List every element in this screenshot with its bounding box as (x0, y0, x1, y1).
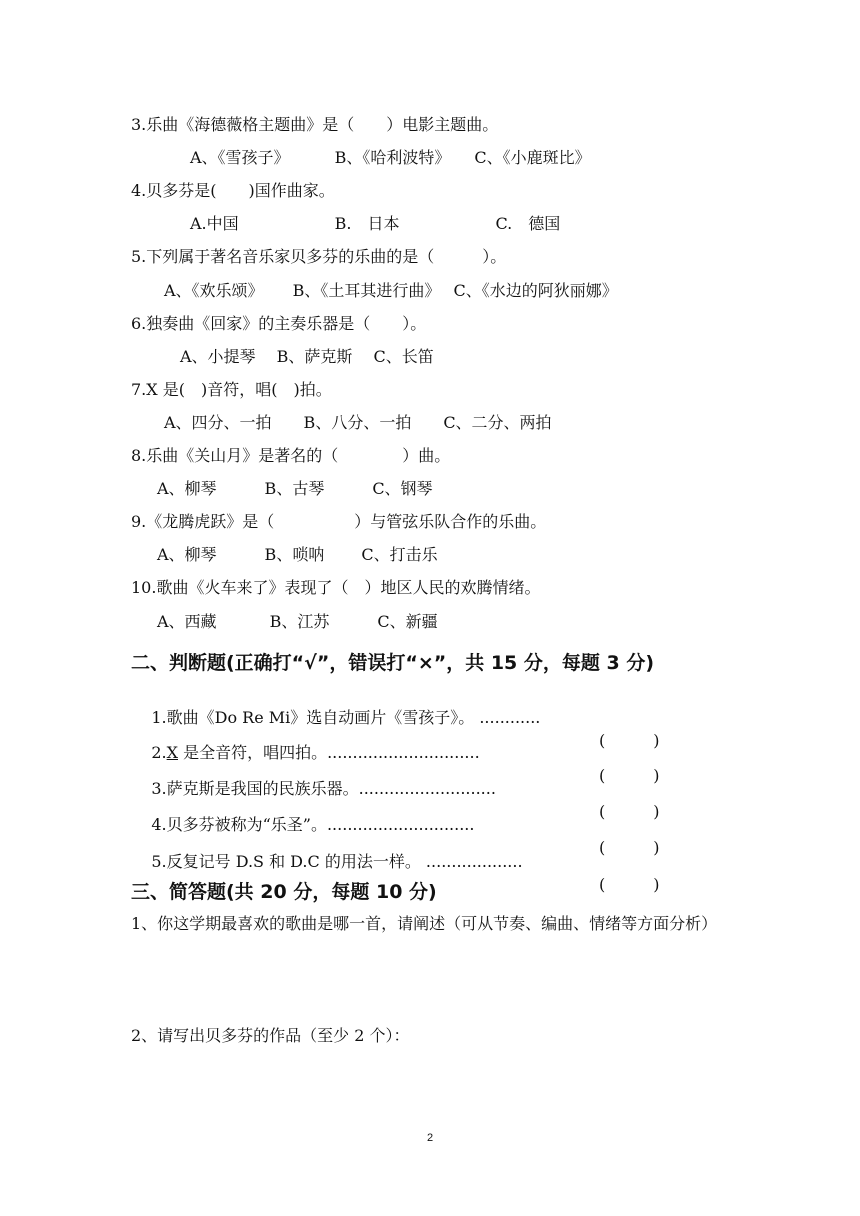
question-4: 4.贝多芬是( )国作曲家。 (131, 181, 335, 200)
question-9-options: A、柳琴 B、唢呐 C、打击乐 (157, 545, 438, 564)
question-9: 9.《龙腾虎跃》是（ ）与管弦乐队合作的乐曲。 (131, 512, 547, 531)
short-answer-2: 2、请写出贝多芬的作品（至少 2 个）： (131, 1026, 410, 1045)
question-5: 5.下列属于著名音乐家贝多芬的乐曲的是（ ）。 (131, 247, 507, 266)
question-10-options: A、西藏 B、江苏 C、新疆 (157, 612, 438, 631)
judge-item-2-blank: ( ) (599, 766, 660, 785)
judge-item-4-text: 4.贝多芬被称为“乐圣”。............................. (151, 815, 475, 834)
judge-item-3-text: 3.萨克斯是我国的民族乐器。........................... (151, 779, 496, 798)
judge-item-1-text: 1.歌曲《Do Re Mi》选自动画片《雪孩子》。 ............ (151, 708, 541, 727)
page-number: 2 (426, 1132, 434, 1144)
judge-item-1-blank: ( ) (599, 731, 660, 750)
question-8-options: A、柳琴 B、古琴 C、钢琴 (157, 479, 433, 498)
section-2-title: 二、判断题(正确打“√”，错误打“×”，共 15 分，每题 3 分) (131, 652, 655, 674)
question-7: 7.X 是( )音符，唱( )拍。 (131, 380, 332, 399)
question-10: 10.歌曲《火车来了》表现了（ ）地区人民的欢腾情绪。 (131, 578, 541, 597)
judge-item-2-text: 是全音符，唱四拍。.............................. (178, 743, 480, 762)
section-3-title: 三、简答题(共 20 分，每题 10 分) (131, 881, 437, 903)
short-answer-1: 1、你这学期最喜欢的歌曲是哪一首，请阐述（可从节奏、编曲、情绪等方面分析） (131, 914, 718, 933)
question-7-options: A、四分、一拍 B、八分、一拍 C、二分、两拍 (164, 413, 552, 432)
judge-item-3-blank: ( ) (599, 802, 660, 821)
judge-item-2-note: X (166, 743, 178, 762)
question-3: 3.乐曲《海德薇格主题曲》是（ ）电影主题曲。 (131, 115, 499, 134)
judge-item-5-blank: ( ) (599, 875, 660, 894)
question-6-options: A、小提琴 B、萨克斯 C、长笛 (180, 347, 434, 366)
question-3-options: A、《雪孩子》 B、《哈利波特》 C、《小鹿斑比》 (190, 148, 591, 167)
question-6: 6.独奏曲《回家》的主奏乐器是（ ）。 (131, 314, 427, 333)
judge-item-2-number: 2. (151, 743, 167, 762)
question-8: 8.乐曲《关山月》是著名的（ ）曲。 (131, 446, 451, 465)
judge-item-4-blank: ( ) (599, 838, 660, 857)
question-5-options: A、《欢乐颂》 B、《土耳其进行曲》 C、《水边的阿狄丽娜》 (164, 281, 618, 300)
question-4-options: A.中国 B. 日本 C. 德国 (190, 214, 561, 233)
judge-item-5-text: 5.反复记号 D.S 和 D.C 的用法一样。 ................... (151, 852, 523, 871)
